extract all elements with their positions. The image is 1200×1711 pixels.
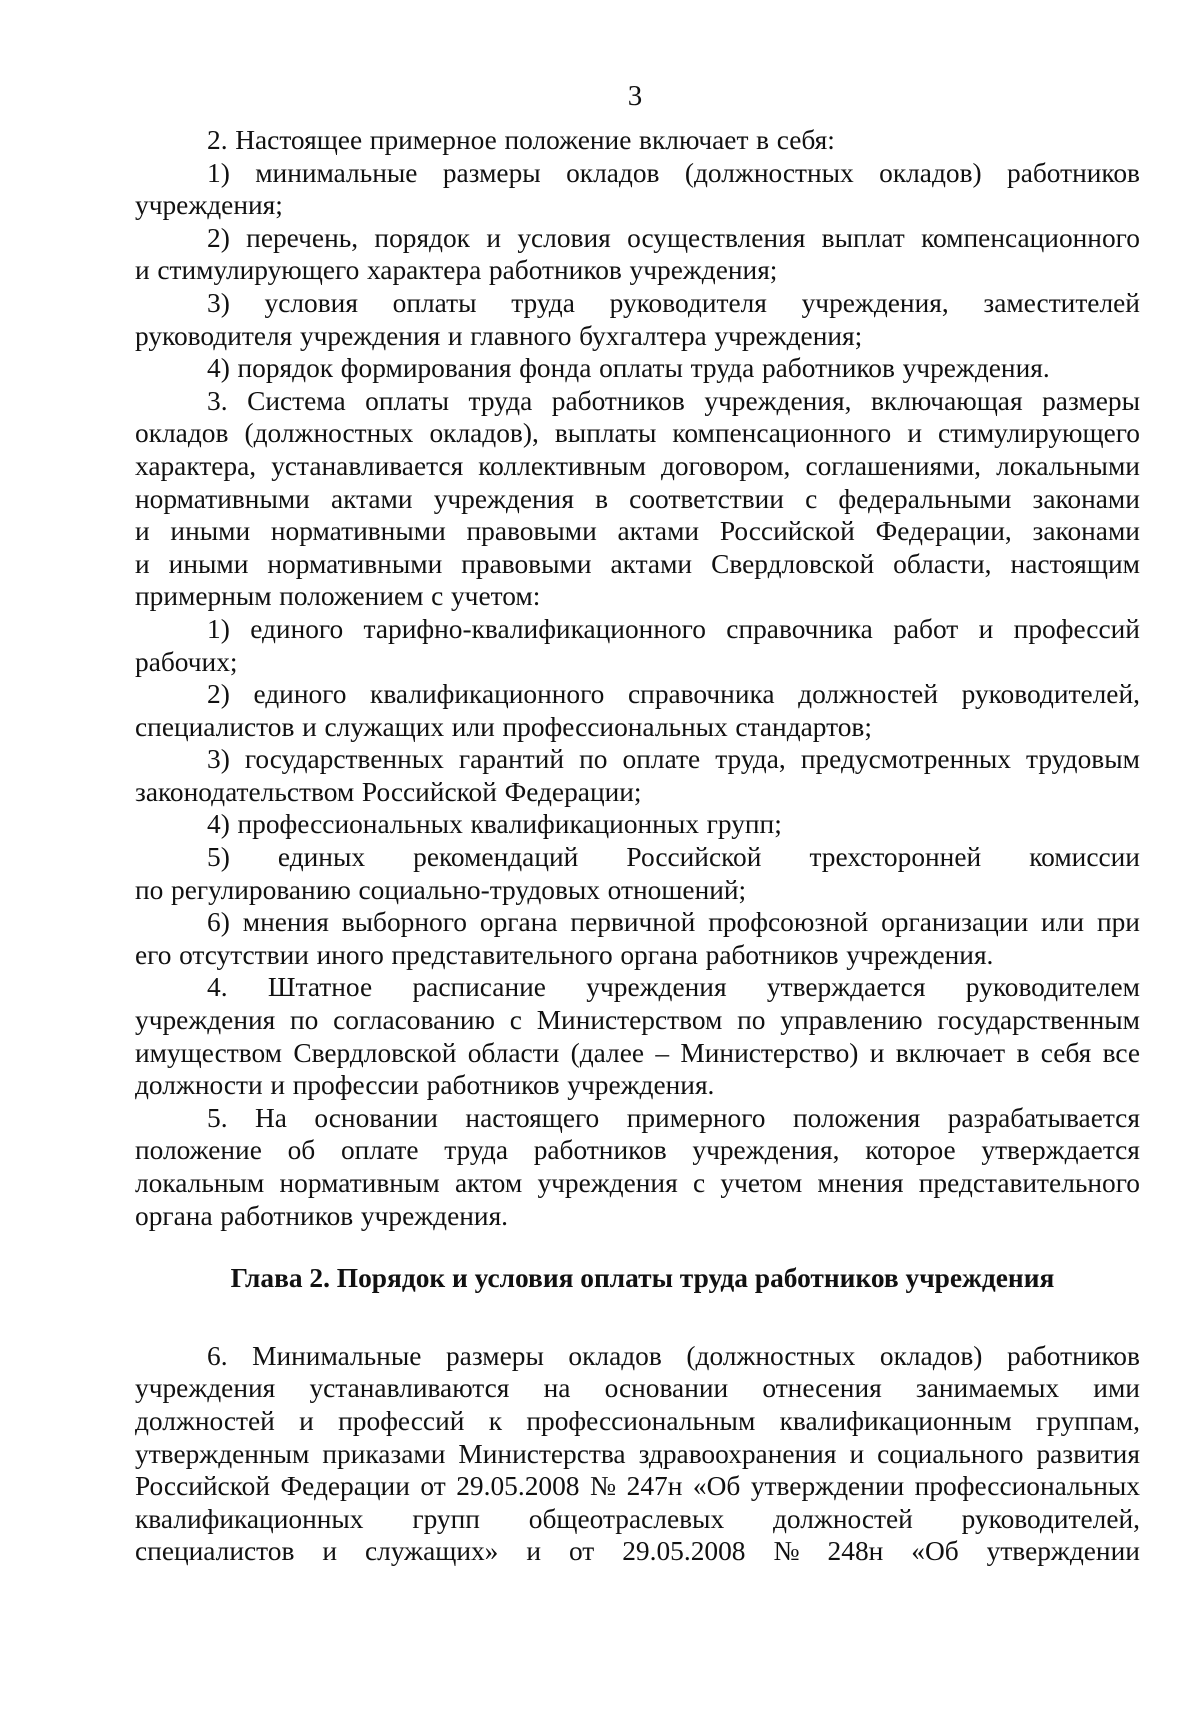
text-line: и иными нормативными правовыми актами Российской Федерации, законами bbox=[135, 516, 1140, 547]
text-line: учреждения; bbox=[135, 190, 283, 221]
text-line: 3. Система оплаты труда работников учреждения, включающая размеры bbox=[207, 385, 1140, 416]
text-line: 1) единого тарифно-квалификационного справочника работ и профессий bbox=[207, 613, 1140, 644]
text-line: 1) минимальные размеры окладов (должностных окладов) работников bbox=[207, 157, 1140, 188]
text-line: нормативными актами учреждения в соответствии с федеральными законами bbox=[135, 483, 1140, 514]
text-line: специалистов и служащих» и от 29.05.2008 № 248н «Об утверждении bbox=[135, 1536, 1140, 1567]
text-line: примерным положением с учетом: bbox=[135, 581, 541, 612]
text-line: 6. Минимальные размеры окладов (должностных окладов) работников bbox=[207, 1340, 1140, 1371]
text-line: его отсутствии иного представительного органа работников учреждения. bbox=[135, 939, 994, 970]
text-line: 3) условия оплаты труда руководителя учреждения, заместителей bbox=[207, 287, 1140, 318]
text-line: руководителя учреждения и главного бухгалтера учреждения; bbox=[135, 320, 863, 351]
text-line: и стимулирующего характера работников учреждения; bbox=[135, 255, 778, 286]
text-line: учреждения устанавливаются на основании отнесения занимаемых ими bbox=[135, 1373, 1140, 1404]
text-line: и иными нормативными правовыми актами Свердловской области, настоящим bbox=[135, 548, 1140, 579]
text-line: положение об оплате труда работников учреждения, которое утверждается bbox=[135, 1135, 1140, 1166]
text-line: утвержденным приказами Министерства здравоохранения и социального развития bbox=[135, 1438, 1140, 1469]
text-line: квалификационных групп общеотраслевых должностей руководителей, bbox=[135, 1503, 1140, 1534]
text-line: 5) единых рекомендаций Российской трехсторонней комиссии bbox=[207, 842, 1140, 873]
text-line: 2) единого квалификационного справочника должностей руководителей, bbox=[207, 679, 1140, 710]
page-number: 3 bbox=[627, 80, 643, 112]
document-body bbox=[135, 124, 1140, 1568]
text-line: 6) мнения выборного органа первичной профсоюзной организации или при bbox=[207, 907, 1140, 938]
text-line: имуществом Свердловской области (далее – Министерство) и включает в себя все bbox=[135, 1037, 1140, 1068]
text-line: органа работников учреждения. bbox=[135, 1200, 509, 1231]
section-before-heading bbox=[135, 124, 1140, 1232]
text-line: Российской Федерации от 29.05.2008 № 247н «Об утверждении профессиональных bbox=[135, 1471, 1140, 1502]
text-line: по регулированию социально-трудовых отношений; bbox=[135, 874, 747, 905]
text-line: 4) профессиональных квалификационных групп; bbox=[207, 809, 782, 840]
text-line: 3) государственных гарантий по оплате труда, предусмотренных трудовым bbox=[207, 744, 1140, 775]
section-after-heading bbox=[135, 1340, 1140, 1568]
chapter-heading: Глава 2. Порядок и условия оплаты труда работников учреждения bbox=[230, 1263, 1055, 1294]
text-line: характера, устанавливается коллективным договором, соглашениями, локальными bbox=[135, 450, 1140, 481]
text-line: учреждения по согласованию с Министерством по управлению государственным bbox=[135, 1005, 1140, 1036]
text-line: 4. Штатное расписание учреждения утверждается руководителем bbox=[207, 972, 1140, 1003]
text-line: должности и профессии работников учреждения. bbox=[135, 1070, 715, 1101]
text-line: локальным нормативным актом учреждения с учетом мнения представительного bbox=[135, 1168, 1140, 1198]
text-line: законодательством Российской Федерации; bbox=[135, 776, 642, 807]
text-line: окладов (должностных окладов), выплаты компенсационного и стимулирующего bbox=[135, 418, 1140, 449]
text-line: рабочих; bbox=[135, 646, 238, 677]
text-line: 2) перечень, порядок и условия осуществления выплат компенсационного bbox=[207, 222, 1140, 253]
text-line: специалистов и служащих или профессиональных стандартов; bbox=[135, 711, 872, 742]
text-line: 4) порядок формирования фонда оплаты труда работников учреждения. bbox=[207, 353, 1050, 384]
text-line: должностей и профессий к профессиональным квалификационным группам, bbox=[135, 1405, 1140, 1436]
text-line: 5. На основании настоящего примерного положения разрабатывается bbox=[207, 1102, 1140, 1133]
text-line: 2. Настоящее примерное положение включает в себя: bbox=[207, 125, 835, 155]
